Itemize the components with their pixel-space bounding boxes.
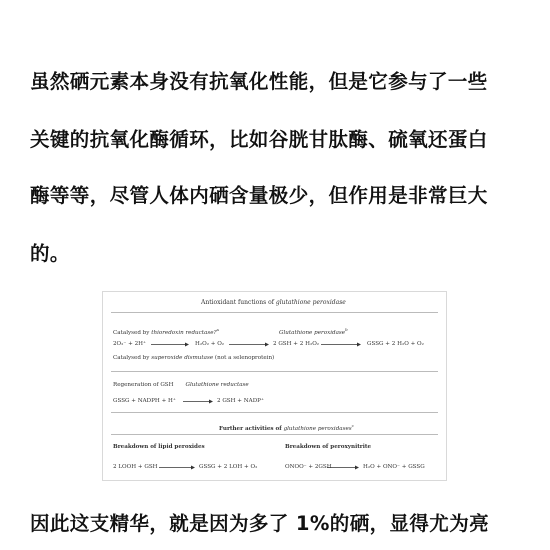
reaction-arrow xyxy=(183,398,213,405)
further-activities-title xyxy=(219,422,354,433)
regeneration-row xyxy=(113,382,249,389)
paragraph-line: 关键的抗氧化酶循环，比如谷胱甘肽酶、硫氧还蛋白 xyxy=(30,128,488,151)
paragraph-line: 虽然硒元素本身没有抗氧化性能，但是它参与了一些 xyxy=(30,70,488,93)
reaction-1-right: GSSG + 2 H₂O + O₂ xyxy=(367,341,424,347)
reaction-1-mid2: 2 GSH + 2 H₂O₂ xyxy=(273,341,320,347)
paragraph-line: 的。 xyxy=(30,242,70,265)
enzyme-note: (not a selenoprotein) xyxy=(213,355,275,361)
enzyme-name: superoxide dismutase xyxy=(151,355,214,361)
reaction-4-right: H₂O + ONO⁻ + GSSG xyxy=(363,464,425,470)
intro-paragraph xyxy=(30,69,530,269)
footnote-marker: b xyxy=(345,327,348,332)
paragraph-line: 因此这支精华，就是因为多了 1%的硒，显得尤为亮 xyxy=(30,512,489,535)
col2-heading: Breakdown of peroxynitrite xyxy=(285,444,372,450)
reaction-1-mid: H₂O₂ + O₂ xyxy=(195,341,225,347)
paragraph-line: 酶等等，尽管人体内硒含量极少，但作用是非常巨大 xyxy=(30,184,488,207)
further-title-text: Further activities of xyxy=(219,425,284,432)
reaction-3-left: 2 LOOH + GSH xyxy=(113,464,158,470)
regeneration-label: Regeneration of GSH xyxy=(113,382,174,388)
figure-title xyxy=(201,299,346,306)
figure-divider xyxy=(111,412,438,413)
catalysed-by-text: Catalysed by xyxy=(113,355,152,361)
reaction-arrow xyxy=(229,341,269,348)
reaction-2-left: GSSG + NADPH + H⁺ xyxy=(113,398,176,404)
reaction-arrow xyxy=(159,464,195,471)
footnote-marker: a xyxy=(216,327,219,332)
figure-divider xyxy=(111,312,438,313)
reaction-1-left: 2O₂⁻ + 2H⁺ xyxy=(113,341,146,347)
glutathione-peroxidase-figure xyxy=(102,291,447,481)
reaction-arrow xyxy=(151,341,189,348)
reaction-4-left: ONOO⁻ + 2GSH xyxy=(285,464,332,470)
reaction-3-right: GSSG + 2 LOH + O₂ xyxy=(199,464,258,470)
catalysed-by-label-1 xyxy=(113,326,219,337)
figure-divider xyxy=(111,434,438,435)
figure-title-italic: glutathione peroxidase xyxy=(275,299,346,306)
enzyme-2-label xyxy=(279,326,348,337)
reaction-2-right: 2 GSH + NADP⁺ xyxy=(217,398,264,404)
catalysed-by-label-2 xyxy=(113,355,274,362)
enzyme-name: thioredoxin reductase? xyxy=(151,329,217,336)
further-title-italic: glutathione peroxidases xyxy=(283,425,352,432)
reaction-arrow xyxy=(327,464,359,471)
footnote-marker: c xyxy=(351,423,354,428)
enzyme-name: Glutathione reductase xyxy=(185,382,249,388)
figure-title-text: Antioxidant functions of xyxy=(201,299,276,306)
enzyme-name: Glutathione peroxidase xyxy=(279,329,346,336)
col1-heading: Breakdown of lipid peroxides xyxy=(113,444,205,450)
catalysed-by-text: Catalysed by xyxy=(113,329,152,336)
figure-divider xyxy=(111,371,438,372)
reaction-arrow xyxy=(321,341,361,348)
